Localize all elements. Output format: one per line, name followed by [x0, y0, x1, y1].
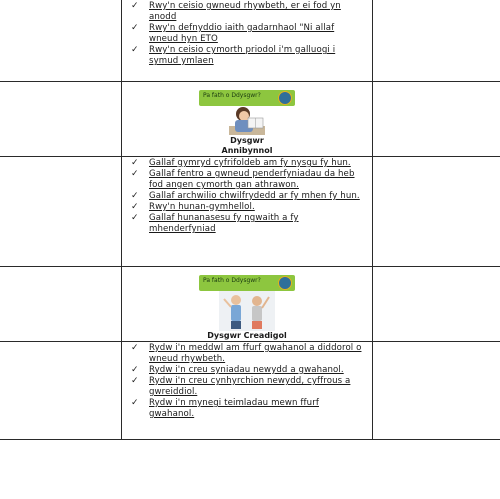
list-item: ✓ Rydw i'n meddwl am ffurf gwahanol a diddorol o wneud rhywbeth.: [131, 343, 362, 364]
left-cell: [0, 267, 122, 342]
table-row: [0, 342, 500, 440]
creative-learner-children-picture: [219, 291, 275, 331]
list-item: ✓ Rwy'n defnyddio iaith gadarnhaol "Ni allaf wneud hyn ETO: [131, 23, 335, 44]
left-cell: [0, 0, 122, 82]
globe-icon: [278, 276, 292, 290]
check-mark-icon: ✓: [131, 45, 139, 55]
right-cell: [373, 342, 500, 440]
list-item: ✓ Rwy'n ceisio gwneud rhywbeth, er ei fod yn anodd: [131, 1, 341, 22]
statements-cell: [122, 157, 373, 267]
list-item: ✓ Rydw i'n creu syniadau newydd a gwahanol.: [131, 365, 344, 375]
check-mark-icon: ✓: [131, 213, 139, 223]
check-mark-icon: ✓: [131, 169, 139, 179]
check-mark-icon: ✓: [131, 1, 139, 11]
statements-cell: [122, 342, 373, 440]
table-row: [0, 157, 500, 267]
picture-cell: [122, 82, 373, 157]
check-mark-icon: ✓: [131, 398, 139, 408]
right-cell: [373, 157, 500, 267]
check-mark-icon: ✓: [131, 191, 139, 201]
list-item: ✓ Rydw i'n creu cynhyrchion newydd, cyffrous a gwreiddiol.: [131, 376, 351, 397]
statement-list: [122, 342, 372, 420]
independent-learner-reading-child-picture: [221, 106, 273, 136]
learner-type-banner: Pa fath o Ddysgwr?: [199, 90, 295, 106]
learner-type-banner: Pa fath o Ddysgwr?: [199, 275, 295, 291]
table-row: [0, 267, 500, 342]
list-item: ✓ Gallaf gymryd cyfrifoldeb am fy nysgu fy hun.: [131, 158, 351, 168]
check-mark-icon: ✓: [131, 365, 139, 375]
left-cell: [0, 157, 122, 267]
statements-cell: [122, 0, 373, 82]
picture-cell: [122, 267, 373, 342]
list-item: ✓ Gallaf archwilio chwilfrydedd ar fy mhen fy hun.: [131, 191, 360, 201]
learner-type-caption: Dysgwr Creadigol: [207, 331, 287, 340]
list-item: ✓ Gallaf fentro a gwneud penderfyniadau da heb fod angen cymorth gan athrawon.: [131, 169, 355, 190]
list-item: ✓ Rwy'n hunan-gymhellol.: [131, 202, 255, 212]
table-row: [0, 82, 500, 157]
list-item: ✓ Gallaf hunanasesu fy ngwaith a fy mhenderfyniad: [131, 213, 299, 234]
learner-type-caption: Dysgwr Annibynnol: [221, 136, 273, 155]
check-mark-icon: ✓: [131, 343, 139, 353]
right-cell: [373, 267, 500, 342]
check-mark-icon: ✓: [131, 23, 139, 33]
list-item: ✓ Rwy'n ceisio cymorth priodol i'm galluogi i symud ymlaen: [131, 45, 336, 66]
list-item: ✓ Rydw i'n mynegi teimladau mewn ffurf gwahanol.: [131, 398, 319, 419]
check-mark-icon: ✓: [131, 202, 139, 212]
check-mark-icon: ✓: [131, 376, 139, 386]
check-mark-icon: ✓: [131, 158, 139, 168]
right-cell: [373, 0, 500, 82]
right-cell: [373, 82, 500, 157]
statement-list: [122, 0, 372, 67]
table-row: [0, 0, 500, 82]
globe-icon: [278, 91, 292, 105]
statement-list: [122, 157, 372, 235]
left-cell: [0, 342, 122, 440]
left-cell: [0, 82, 122, 157]
